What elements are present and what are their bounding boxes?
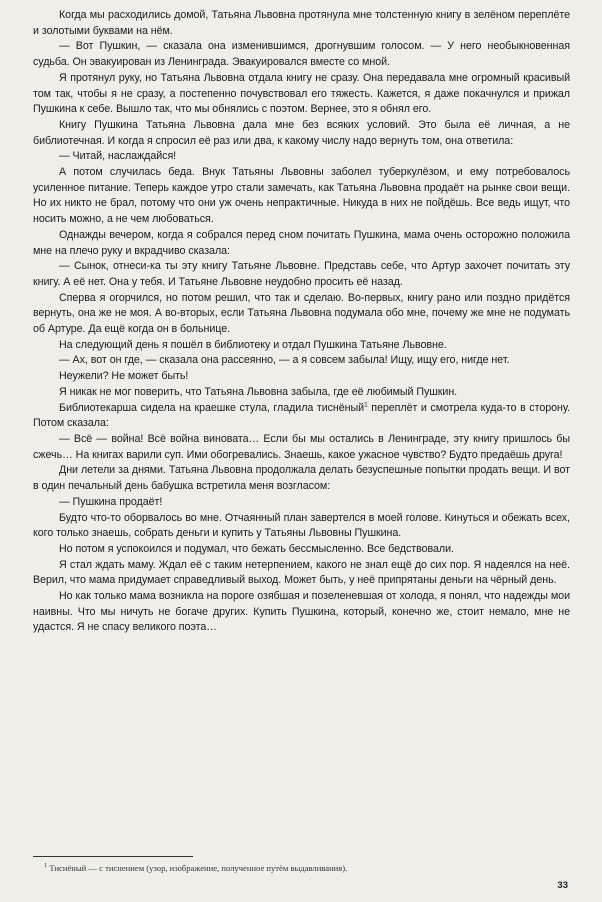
paragraph: Я стал ждать маму. Ждал её с таким нетерпением, какого не знал ещё до сих пор. Я надеялся на неё. Верил, что мама придумает справедливый выход. Может быть, у неё припрятаны деньги на чёрный день. xyxy=(33,558,570,587)
paragraph: Но как только мама возникла на пороге озябшая и позеленевшая от холода, я понял, что надежды мои наивны. Что мы ничуть не богаче других. Купить Пушкина, который, конечно же, стоит немало, мне не удастся. Я не спасу великого поэта… xyxy=(33,590,570,634)
paragraph: Когда мы расходились домой, Татьяна Львовна протянула мне толстенную книгу в зелёном переплёте и золотыми буквами на нём. xyxy=(33,9,570,37)
paragraph xyxy=(33,401,570,432)
paragraph: На следующий день я пошёл в библиотеку и отдал Пушкина Татьяне Львовне. xyxy=(59,338,447,351)
paragraph: Книгу Пушкина Татьяна Львовна дала мне без всяких условий. Это была её личная, а не библиотечная. И когда я спросил её раз или два, к какому числу надо вернуть том, она ответила: xyxy=(33,118,570,147)
paragraph: Дни летели за днями. Татьяна Львовна продолжала делать безуспешные попытки продать вещи. И вот в один печальный день бабушка встретила меня возгласом: xyxy=(33,464,570,493)
paragraph: — Вот Пушкин, — сказала она изменившимся, дрогнувшим голосом. — У него необыкновенная судьба. Он эвакуирован из Ленинграда. Эвакуировался вместе со мной. xyxy=(33,40,570,69)
story-text xyxy=(33,8,570,636)
paragraph: Я никак не мог поверить, что Татьяна Львовна забыла, где её любимый Пушкин. xyxy=(59,385,458,398)
paragraph: — Сынок, отнеси-ка ты эту книгу Татьяне Львовне. Представь себе, что Артур захочет почитать эту книгу. А её нет. Она у тебя. И Татьяне Львовне неудобно просить её назад. xyxy=(33,260,570,288)
paragraph: Но потом я успокоился и подумал, что бежать бессмысленно. Все бедствовали. xyxy=(59,542,454,555)
paragraph: Я протянул руку, но Татьяна Львовна отдала книгу не сразу. Она передавала мне огромный красивый том так, чтобы я не сразу, а постепенно почувствовал его тяжесть. Кажется, я даже покачнулся и прижал Пушкина к себе. Вышло так, что мы обнялись с поэтом. Вернее, это я обнял его. xyxy=(33,71,570,116)
paragraph: Однажды вечером, когда я собрался перед сном почитать Пушкина, мама очень осторожно положила мне на плечо руку и вкрадчиво сказала: xyxy=(33,228,570,257)
paragraph: — Пушкина продаёт! xyxy=(59,495,163,508)
footnote-marker: 1 xyxy=(44,862,48,870)
footnote xyxy=(44,863,347,873)
paragraph: — Читай, наслаждайся! xyxy=(59,150,177,163)
footnote-divider xyxy=(33,856,193,857)
paragraph: — Всё — война! Всё война виновата… Если бы мы остались в Ленинграде, эту книгу пришлось бы сжечь… На книгах варили суп. Ими обогревались. Знаешь, какое ужасное чувство? Будто предаёшь друга! xyxy=(33,432,570,461)
footnote-text: Тиснёный — с тиснением (узор, изображение, полученное путём выдавливания). xyxy=(49,863,348,873)
paragraph: — Ах, вот он где, — сказала она рассеянно, — а я совсем забыла! Ищу, ищу его, нигде нет. xyxy=(59,354,510,367)
paragraph: Сперва я огорчился, но потом решил, что так и сделаю. Во-первых, книгу рано или поздно придётся вернуть, она же не моя. А во-вторых, если Татьяна Львовна подумала обо мне, почему же мне не подумать об Артуре. Да ещё когда он в больнице. xyxy=(33,291,570,336)
paragraph-part: переплёт и смотрела куда-то в сторону. Потом сказала: xyxy=(33,401,570,430)
paragraph: А потом случилась беда. Внук Татьяны Львовны заболел туберкулёзом, и ему потребовалось усиленное питание. Теперь каждое утро стали замечать, как Татьяна Львовна продаёт на рынке свои вещи. Но их никто не брал, потому что они уж очень непрактичные. Никуда в них не пойдёшь. Все ведь ищут, что носить можно, а не чем любоваться. xyxy=(33,166,570,226)
page-number: 33 xyxy=(557,880,568,891)
paragraph: Будто что-то оборвалось во мне. Отчаянный план завертелся в моей голове. Кинуться и обежать всех, кого только знаешь, собрать деньги и купить у Татьяны Львовны Пушкина. xyxy=(33,511,570,540)
footnote-reference: 1 xyxy=(364,401,368,409)
paragraph: Неужели? Не может быть! xyxy=(59,370,189,383)
paragraph-part: Библиотекарша сидела на краешке стула, гладила тиснёный xyxy=(59,401,365,414)
